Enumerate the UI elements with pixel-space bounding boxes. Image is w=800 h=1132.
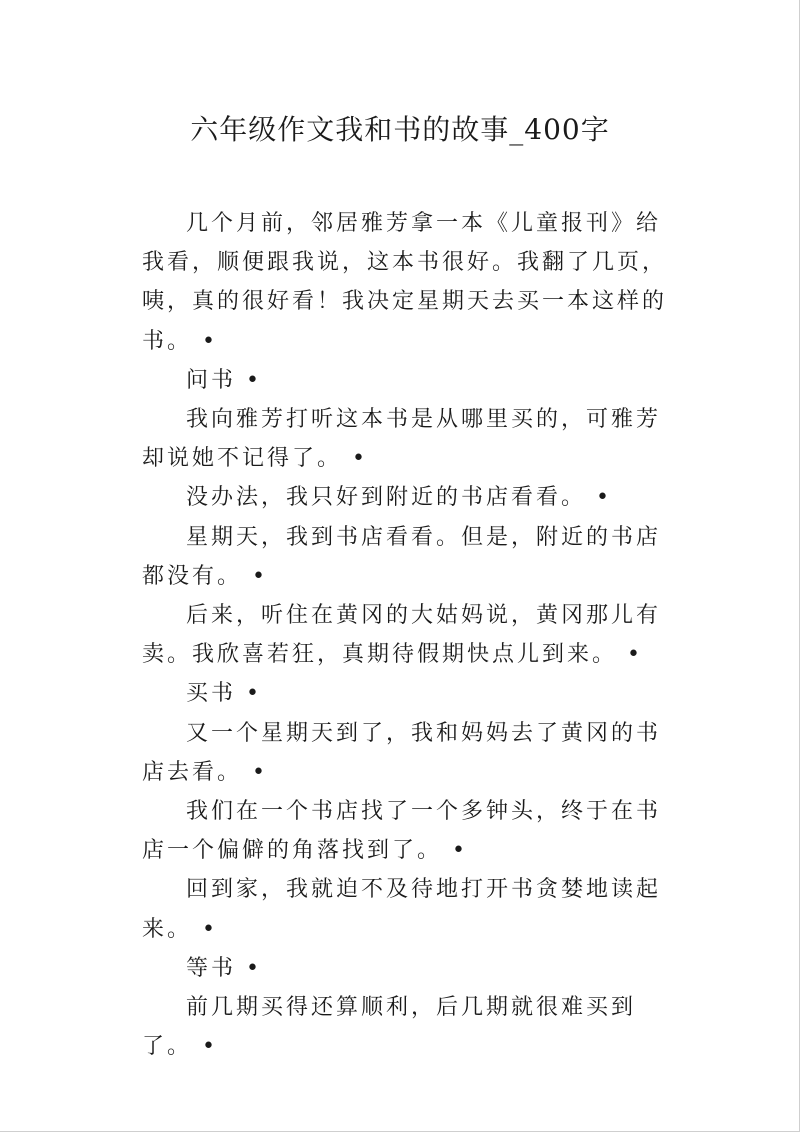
paragraph: 后来，听住在黄冈的大姑妈说，黄冈那儿有卖。我欣喜若狂，真期待假期快点儿到来。 •	[142, 603, 662, 668]
paragraph: 又一个星期天到了，我和妈妈去了黄冈的书店去看。 •	[142, 720, 662, 785]
paragraph: 我们在一个书店找了一个多钟头，终于在书店一个偏僻的角落找到了。 •	[142, 799, 662, 864]
paragraph: 几个月前，邻居雅芳拿一本《儿童报刊》给我看，顺便跟我说，这本书很好。我翻了几页，咦，真的很好看！我决定星期天去买一本这样的书。 •	[142, 211, 668, 354]
paragraph: 前几期买得还算顺利，后几期就很难买到了。 •	[142, 995, 637, 1060]
paragraph: 没办法，我只好到附近的书店看看。 •	[186, 485, 612, 511]
document-title: 六年级作文我和书的故事_400字	[190, 113, 610, 146]
paragraph: 星期天，我到书店看看。但是，附近的书店都没有。 •	[142, 524, 662, 589]
document-body	[142, 204, 672, 1066]
section-heading-ask: 问书 •	[186, 367, 262, 393]
section-heading-buy: 买书 •	[186, 681, 262, 707]
section-heading-wait: 等书 •	[186, 955, 262, 981]
paragraph: 回到家，我就迫不及待地打开书贪婪地读起来。 •	[142, 877, 662, 942]
paragraph: 我向雅芳打听这本书是从哪里买的，可雅芳却说她不记得了。 •	[142, 407, 662, 472]
